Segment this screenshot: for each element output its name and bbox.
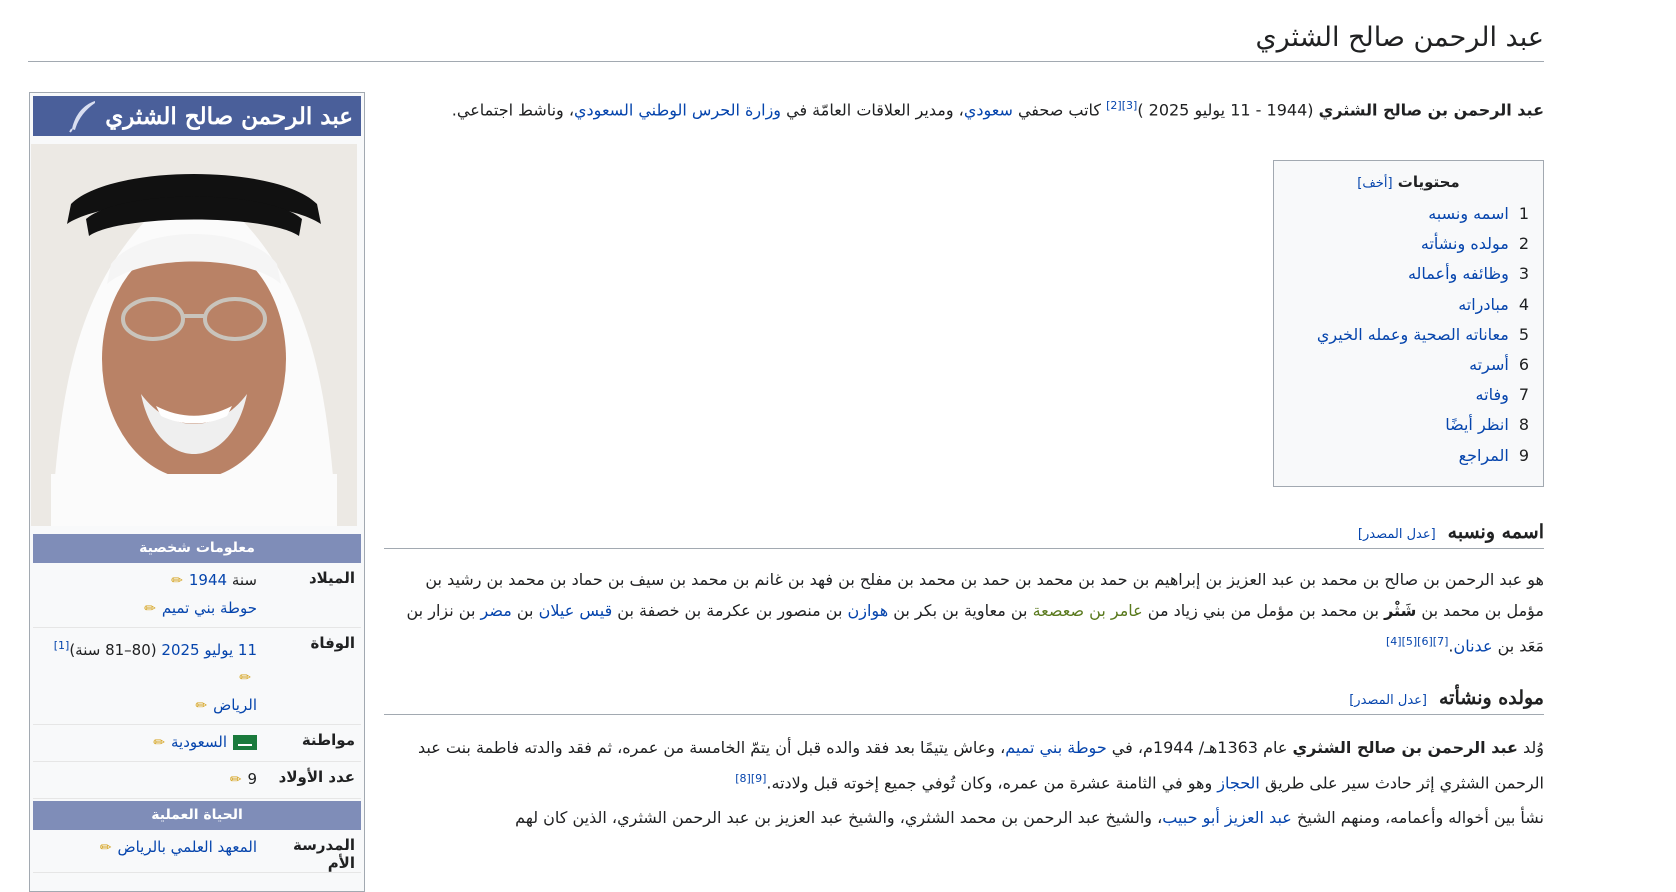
lineage-paragraph: هو عبد الرحمن بن صالح بن محمد بن عبد العزيز بن إبراهيم بن حمد بن محمد بن حمد بن محمد بن مفلح بن فهد بن غانم بن محمد بن سيف بن حماد بن محمد بن رشيد بن مؤمل بن محمد بن شَثْر بن محمد بن مؤمل من بني زياد من عامر بن صعصعة بن معاوية بن بكر بن هوازن بن منصور بن عكرمة بن خصفة بن قيس عيلان بن مضر بن نزار بن مَعَد بن عدنان.[7][6][5][4] (406, 570, 1544, 656)
edit-source-link[interactable]: [عدل المصدر] (1349, 693, 1427, 708)
birth-year-link[interactable]: 1944 (188, 571, 228, 589)
toc-link-see-also[interactable]: انظر أيضًا (1445, 415, 1509, 435)
toc-list (1288, 199, 1529, 471)
school-label: المدرسة الأم (293, 836, 355, 872)
toc-item: 3وظائفه وأعماله (1407, 264, 1529, 284)
toc-item: 7وفاته (1475, 385, 1529, 405)
children-count: 9 (247, 770, 257, 788)
amir-link[interactable]: عامر بن صعصعة (1032, 601, 1143, 620)
toc-title: محتويات (1397, 173, 1460, 191)
subject-name: عبد الرحمن بن صالح الشثري (1318, 100, 1544, 120)
toc-item: 6أسرته (1469, 354, 1529, 374)
infobox-header (33, 96, 361, 136)
birth-year-prefix: سنة (231, 571, 257, 589)
infobox-title: عبد الرحمن صالح الشثري (105, 102, 353, 130)
toc-item: 4مبادراته (1458, 294, 1529, 314)
shathr-name: شَثْر (1384, 601, 1417, 620)
ref-1[interactable]: [1] (53, 639, 70, 652)
edit-source-link[interactable]: [عدل المصدر] (1357, 527, 1436, 542)
toc-item: 8انظر أيضًا (1445, 415, 1529, 435)
pencil-edit-icon[interactable]: ✏ (153, 735, 165, 751)
ref-8-9[interactable]: [9][8] (735, 772, 767, 785)
quill-icon (67, 99, 99, 133)
toc-link-death[interactable]: وفاته (1475, 385, 1509, 405)
lead-text: ، وناشط اجتماعي. (451, 100, 575, 120)
death-date-link[interactable]: 11 يوليو 2025 (161, 641, 257, 659)
lead-text: كاتب صحفي (1012, 100, 1107, 120)
national-guard-link[interactable]: وزارة الحرس الوطني السعودي (574, 100, 782, 120)
toc-link-family[interactable]: أسرته (1469, 354, 1509, 374)
ref-2-3[interactable]: [3][2] (1106, 99, 1138, 112)
toc-link-lineage[interactable]: اسمه ونسبه (1428, 204, 1509, 223)
mudar-link[interactable]: مضر (480, 601, 512, 620)
toc-link-initiatives[interactable]: مبادراته (1458, 294, 1509, 314)
nationality-label: مواطنة (301, 731, 355, 749)
infobox (29, 92, 365, 892)
section-header-personal: معلومات شخصية (33, 534, 361, 563)
toc-item: 9المراجع (1458, 445, 1529, 465)
hawazin-link[interactable]: هوازن (847, 601, 889, 620)
upbringing-paragraph: نشأ بين أخواله وأعمامه، ومنهم الشيخ عبد العزيز أبو حبيب، والشيخ عبد الرحمن بن محمد الشثري، والشيخ عبد العزيز بن عبد الرحمن الشثري، الذين كان لهم (515, 808, 1544, 827)
pencil-edit-icon[interactable]: ✏ (99, 840, 112, 856)
pencil-edit-icon[interactable]: ✏ (195, 698, 208, 714)
birth-label: الميلاد (308, 569, 355, 587)
qays-link[interactable]: قيس عيلان (538, 601, 613, 620)
section-heading-birth: مولده ونشأته[عدل المصدر] (384, 687, 1544, 715)
nationality-link[interactable]: السعودية (170, 733, 227, 751)
saudi-link[interactable]: سعودي (963, 100, 1013, 120)
toc-link-health[interactable]: معاناته الصحية وعمله الخيري (1316, 324, 1509, 344)
death-age: (80–81 سنة) (69, 641, 157, 659)
hawta-link[interactable]: حوطة بني تميم (1005, 738, 1107, 757)
page-title: عبد الرحمن صالح الشثري (28, 22, 1544, 62)
section-heading-lineage: اسمه ونسبه[عدل المصدر] (384, 521, 1544, 549)
pencil-edit-icon[interactable]: ✏ (171, 573, 183, 589)
infobox-row-nationality (33, 725, 361, 762)
infobox-row-school (33, 830, 361, 873)
toc-item: 2مولده ونشأته (1420, 234, 1529, 254)
death-label: الوفاة (310, 634, 355, 652)
table-of-contents (1273, 160, 1544, 487)
lead-paragraph (444, 90, 1544, 126)
birth-place-link[interactable]: حوطة بني تميم (161, 599, 257, 617)
infobox-row-children (33, 762, 361, 799)
toc-link-birth[interactable]: مولده ونشأته (1420, 234, 1509, 254)
toc-link-career[interactable]: وظائفه وأعماله (1407, 264, 1509, 284)
portrait-image (31, 144, 357, 526)
pencil-edit-icon[interactable]: ✏ (229, 772, 242, 788)
saudi-flag-icon (233, 735, 257, 750)
school-link[interactable]: المعهد العلمي بالرياض (117, 838, 257, 856)
section-header-career: الحياة العملية (33, 801, 361, 830)
death-place-link[interactable]: الرياض (213, 696, 257, 714)
toc-link-references[interactable]: المراجع (1458, 445, 1509, 465)
abuhabib-link[interactable]: عبد العزيز أبو حبيب (1162, 808, 1292, 827)
adnan-link[interactable]: عدنان (1453, 636, 1493, 656)
infobox-row-death (33, 628, 361, 725)
hijaz-link[interactable]: الحجاز (1217, 773, 1260, 793)
toc-item: 1اسمه ونسبه (1428, 204, 1529, 223)
subject-name: عبد الرحمن بن صالح الشثري (1292, 738, 1518, 757)
pencil-edit-icon[interactable]: ✏ (144, 601, 156, 617)
toc-item: 5معاناته الصحية وعمله الخيري (1316, 324, 1529, 344)
birth-paragraph: وُلد عبد الرحمن بن صالح الشثري عام 1363هـ/ 1944م، في حوطة بني تميم، وعاش يتيمًا بعد فقد والده قبل أن يتمّ الخامسة من عمره، ثم فقد والدته فاطمة بنت عبد الرحمن الشثري إثر حادث سير على طريق الحجاز وهو في الثامنة عشرة من عمره، وكان تُوفي جميع إخوته قبل ولادته.[9][8] (418, 738, 1544, 793)
toc-hide-link[interactable]: [أخف] (1357, 176, 1393, 191)
ref-4-7[interactable]: [7][6][5][4] (1386, 635, 1449, 648)
infobox-row-birth (33, 563, 361, 628)
pencil-edit-icon[interactable]: ✏ (239, 670, 251, 686)
lead-dates: (1944 - 11 يوليو 2025 ) (1137, 100, 1319, 120)
children-label: عدد الأولاد (278, 768, 355, 786)
lead-text: ، ومدير العلاقات العامّة في (781, 100, 964, 120)
